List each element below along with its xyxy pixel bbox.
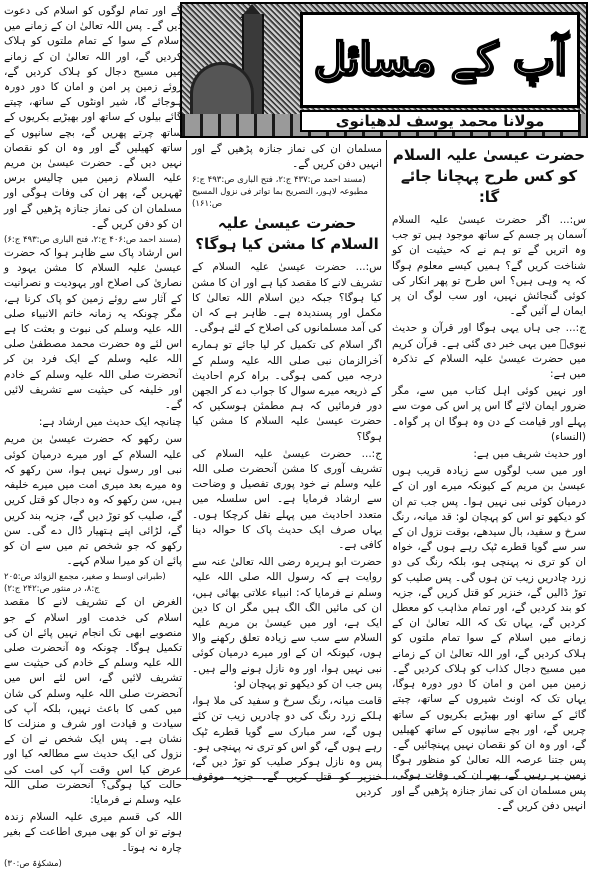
hadith-text: اور میں سب لوگوں سے زیادہ قریب ہوں عیسیٰ بن مریم کے کیونکہ میرے اور ان کے درمیان کوئی نبی نہیں ہوا۔ پس جب تم ان کو دیکھو تو اس کو پہچان لو: قد میانہ، رنگ سرخ و سفید، بال سیدھے، بوقت نزول ان کے سر سے گویا قطرے ٹپک رہے ہوں گے، خواہ ان کو تری نہ پہنچی ہو، بلکہ رنگ کی دو زرد چادریں زیب تن ہوں گی۔ پس صلیب کو توڑ ڈالیں گے، خنزیر کو قتل کریں گے، جزیہ کو بند کردیں گے، اور تمام مذاہب کو معطل کردیں گے، یہاں تک کہ اللہ تعالیٰ ان کے زمانے میں اسلام کے سوا تمام ملتوں کو ہلاک کردیں گے، اور اللہ تعالیٰ ان کے زمانے میں مسیح دجال کذاب کو ہلاک کردیں گے۔ زمین میں امن و امان کا دور دورہ ہوگا، یہاں تک کہ اونٹ شیروں کے ساتھ، چیتے گائے کے ساتھ اور بھیڑیے بکریوں کے ساتھ چریں گے، اور بچے سانپوں کے ساتھ کھیلیں گے، اور وہ ان کو نقصان نہیں پہنچائیں گے۔ پس جتنا عرصہ اللہ تعالیٰ کو منظور ہوگا زمین پر رہیں گے، پھر ان کی وفات ہوگی، پس مسلمان ان کی نماز جنازہ پڑھیں گے اور انہیں دفن کریں گے۔ [392, 465, 586, 812]
continued-text: گے اور تمام لوگوں کو اسلام کی دعوت دیں گے۔ پس اللہ تعالیٰ ان کے زمانے میں اسلام کے سوا کے تمام ملتوں کو ہلاک کردیں گے، اور اللہ تعالیٰ ان کے زمانے میں مسیح دجال کو ہلاک کردیں گے، روئے زمین پر امن و امان کا دور دورہ ہوجائے گا، شیر اونٹوں کے ساتھ، چیتے گائے بیلوں کے ساتھ اور بھیڑیے بکریوں کے ساتھ چرتے پھریں گے، بچے سانپوں کے ساتھ کھیلیں گے اور وہ ان کو نقصان نہیں دیں گے۔ حضرت عیسیٰ بن مریم علیہ السلام زمین میں چالیس برس ٹھہریں گے، پھر ان کی وفات ہوگی اور مسلمان ان کی نماز جنازہ پڑھیں گے اور ان کو دفن کریں گے۔ [4, 5, 182, 230]
hadith-text: حضرت ابو ہریرہ رضی اللہ تعالیٰ عنہ سے روایت ہے کہ رسول اللہ صلی اللہ علیہ وسلم نے فرمایا کہ: انبیاء علاتی بھائی ہیں، ان کی مائیں الگ الگ ہیں مگر ان کا دین ایک ہے، اور میں عیسیٰ بن مریم علیہ السلام سے سب سے زیادہ تعلق رکھنے والا ہوں، کیونکہ ان کے اور میرے درمیان کوئی نبی نہیں ہوا، اور وہ نازل ہونے والے ہیں۔ پس جب ان کو دیکھو تو پہچان لو: [192, 556, 382, 690]
question-text: اگر اسلام کی تکمیل کر لیا جائے تو ہمارے آخرالزمان نبی صلی اللہ علیہ وسلم کے درجہ میں کمی ہوگی۔ براہ کرم احادیث کے ذریعہ میرے سوال کا جواب دے کر الجھن دور فرمائیں کہ ہم مطمئن ہوسکیں کہ حضرت عیسیٰ علیہ السلام کا مشن کیا ہوگا؟ [192, 339, 382, 443]
question-text: س:... حضرت عیسیٰ علیہ السلام کے تشریف لانے کا مقصد کیا ہے اور ان کا مشن کیا ہوگا؟ جبکہ دین اسلام اللہ تعالیٰ کا مکمل اور پسندیدہ ہے۔ ظاہر ہے کہ ان کی آمد مسلمانوں کی اصلاح کے لئے ہوگی۔ [192, 261, 382, 335]
answer-text: ج:... حضرت عیسیٰ علیہ السلام کی تشریف آوری کا مشن آنحضرت صلی اللہ علیہ وسلم نے خود پوری تفصیل و وضاحت سے ارشاد فرمایا ہے۔ اس سلسلہ میں متعدد احادیث میں پہلے نقل کرچکا ہوں۔ یہاں صرف ایک حدیث پاک کا حوالہ دینا کافی ہے۔ [192, 447, 382, 552]
column-title: آپ کے مسائل [313, 34, 567, 85]
reference-citation: (مسند احمد ص:۴۰۶ ج:۲، فتح الباری ص:۴۹۳ ج:۶) [4, 235, 181, 246]
reference-citation: (مشکوٰۃ ص:۳۰) [4, 858, 62, 869]
question-heading: حضرت عیسیٰ علیہ السلام کو کس طرح پہچانا جائے گا: [392, 146, 586, 206]
body-text: الغرض ان کے تشریف لانے کا مقصد اسلام کی خدمت اور اسلام کے جو منصوبے ابھی تک انجام نہیں پائے ان کی تکمیل ہوگا۔ چونکہ وہ آنحضرت صلی اللہ علیہ وسلم کے خادم کی حیثیت سے تشریف لائیں گے، اس لئے اس میں آنحضرت صلی اللہ علیہ وسلم کی شان میں کمی کا باعث نہیں، بلکہ آپ کی سیادت و قیادت اور شرف و منزلت کا نشان ہے۔ پس ایک شخص نے ان کے نزول کی ایک حدیث سے مطالعہ کیا اور عرض کیا اس وقت آپ کی امت کی حالت کیا ہوگی؟ آنحضرت صلی اللہ علیہ وسلم نے فرمایا: [4, 596, 182, 806]
column-divider-left [186, 140, 187, 780]
column-right [392, 142, 586, 812]
hadith-intro: اور حدیث شریف میں ہے: [473, 448, 586, 461]
author-name: مولانا محمد یوسف لدھیانوی [300, 110, 580, 132]
quran-quote: اور نہیں کوئی اہل کتاب میں سے، مگر ضرور ایمان لائے گا اس پر اس کی موت سے پہلے اور قیامت کے دن وہ ہوگا ان پر گواہ۔ (النساء) [392, 385, 586, 443]
continued-text: مسلمان ان کی نماز جنازہ پڑھیں گے اور انہیں دفن کریں گے۔ [192, 143, 382, 171]
green-dome-graphic [190, 62, 254, 122]
question-heading: حضرت عیسیٰ علیہ السلام کا مشن کیا ہوگا؟ [195, 214, 379, 254]
column-divider-right [386, 140, 387, 780]
title-box [300, 12, 580, 108]
hadith-intro: چنانچہ ایک حدیث میں ارشاد ہے: [38, 416, 182, 429]
reference-citation: (مسند احمد ص:۴۳۷ ج:۲، فتح الباری ص:۴۹۳ ج:۶ مطبوعہ لاہور، التصریح بما تواتر فی نزول المسیح ص:۱۶۱) [192, 175, 368, 210]
reference-citation: (طبرانی اوسط و صغیر، مجمع الزوائد ص:۲۰۵ ج:۸، در منثور ص:۲۴۲ ج:۲) [4, 572, 166, 595]
answer-text: ج:... جی ہاں یہی ہوگا اور قرآن و حدیث نبویؐ میں یہی خبر دی گئی ہے۔ قرآن کریم میں حضرت عیسیٰ علیہ السلام کے تذکرہ میں ہے: [392, 322, 586, 381]
hadith-quote: سن رکھو کہ حضرت عیسیٰ بن مریم علیہ السلام کے اور میرے درمیان کوئی نبی اور رسول نہیں ہوا، سن رکھو کہ وہ میرے بعد میری امت میں میرے خلیفہ ہیں، سن رکھو کہ وہ دجال کو قتل کریں گے، صلیب کو توڑ دیں گے، جزیہ بند کریں گے، لڑائی اپنے ہتھیار ڈال دے گی۔ سن رکھو کہ جو شخص تم میں سے ان کو پائے ان کو میرا سلام کہے۔ [4, 433, 182, 568]
hadith-quote: اللہ کی قسم میری علیہ السلام زندہ ہوتے تو ان کو بھی میری اطاعت کے بغیر چارہ نہ ہوتا۔ [4, 811, 182, 854]
hadith-text: قامت میانہ، رنگ سرخ و سفید کی ملا ہوا، ہلکے زرد رنگ کی دو چادریں زیب تن کئے ہوں گے، سر مبارک سے گویا قطرے ٹپک رہے ہوں گے، گو اس کو تری نہ پہنچی ہو۔ پس وہ نازل ہوکر صلیب کو توڑ دیں گے، خنزیر کو قتل کریں گے۔ جزیہ موقوف کردیں [192, 695, 382, 799]
column-middle [192, 142, 382, 799]
question-text: س:... اگر حضرت عیسیٰ علیہ السلام آسمان پر جسم کے ساتھ موجود ہیں تو جب وہ اتریں گے تو ہم نے کہ حیثیت ان کو شناخت کریں گے؟ ہمیں کیسے معلوم ہوگا کہ یہ وہی ہیں؟ اس طرح تو پھر انکار کی کوئی گنجائش نہیں، اور سب لوگ ان پر ایمان لے آئیں گے۔ [392, 214, 586, 318]
body-text: اس ارشاد پاک سے ظاہر ہوا کہ حضرت عیسیٰ علیہ السلام کا مشن یہود و نصاریٰ کی اصلاح اور یہودیت و نصرانیت کے آثار سے روئے زمین کو پاک کرنا ہے، مگر چونکہ یہ زمانہ خاتم الانبیاء صلی اللہ علیہ وسلم کی نبوت و بعثت کا ہے اس لئے وہ حضرت محمد مصطفیٰ صلی اللہ علیہ وسلم کے ایک فرد بن کر آنحضرت صلی اللہ علیہ وسلم کے خادم اور خلیفہ کی حیثیت سے تشریف لائیں گے۔ [4, 247, 182, 412]
column-left [4, 4, 182, 869]
header-banner [180, 2, 588, 138]
